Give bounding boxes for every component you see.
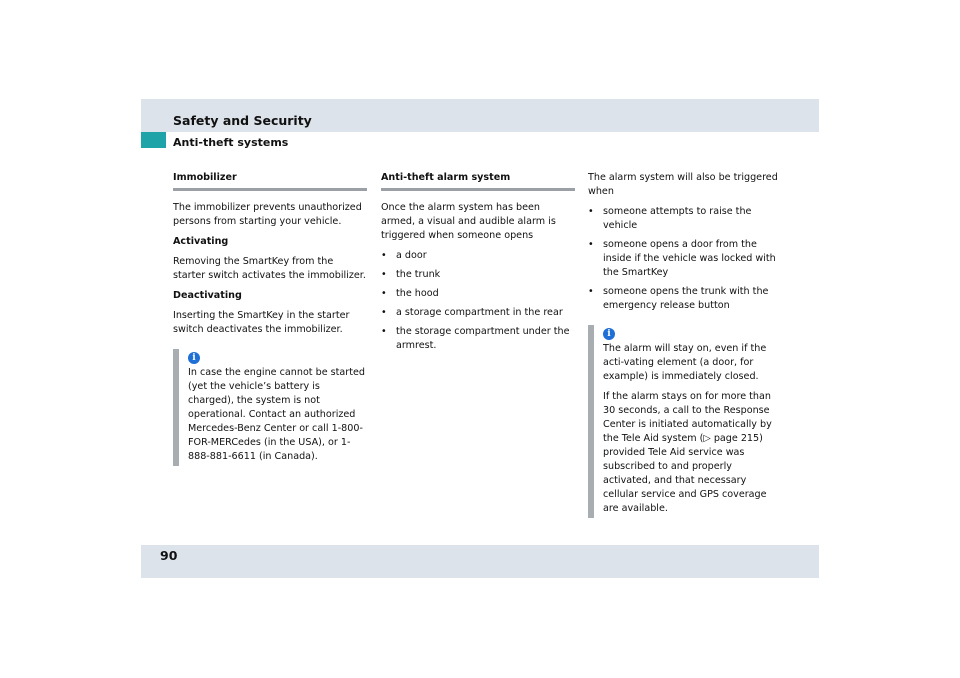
column-alarm [381,171,575,358]
alarm-note-text-1: The alarm will stay on, even if the acti-vating element (a door, for example) is immediately closed. [603,343,767,382]
sub-title: Anti-theft systems [173,136,289,149]
alarm-intro: Once the alarm system has been armed, a visual and audible alarm is triggered when someone opens [381,202,556,241]
heading-immobilizer: Immobilizer [173,171,367,191]
list-item: • a storage compartment in the rear [381,306,575,320]
immobilizer-note [173,349,367,466]
deactivating-label: Deactivating [173,290,242,301]
alarm-continued-intro: The alarm system will also be triggered when [588,172,778,197]
info-icon: i [188,352,200,364]
alarm-note-text-2: If the alarm stays on for more than 30 seconds, a call to the Response Center is initiated automatically by the Tele Aid system (▷ page 215) provided Tele Aid service was subscribed to and properly activated, and that necessary cellular service and GPS coverage are available. [603,391,772,514]
immobilizer-note-text: In case the engine cannot be started (yet the vehicle’s battery is charged), the system is not operational. Contact an authorized Mercedes-Benz Center or call 1-800-FOR-MERCedes (in the USA), or 1-888-881-6611 (in Canada). [188,367,366,462]
alarm-trigger-list-2 [588,205,782,313]
page-number: 90 [160,548,178,563]
list-item: • the trunk [381,268,575,282]
deactivating-text: Inserting the SmartKey in the starter switch deactivates the immobilizer. [173,310,350,335]
list-item: • the hood [381,287,575,301]
list-item: • someone attempts to raise the vehicle [588,205,782,233]
list-item: • a door [381,249,575,263]
immobilizer-intro: The immobilizer prevents unauthorized persons from starting your vehicle. [173,202,362,227]
column-immobilizer [173,171,367,466]
list-item: • someone opens a door from the inside if the vehicle was locked with the SmartKey [588,238,782,280]
section-title: Safety and Security [173,113,312,128]
info-icon: i [603,328,615,340]
heading-alarm: Anti-theft alarm system [381,171,575,191]
footer-band [141,545,819,578]
column-alarm-continued [588,171,782,518]
activating-label: Activating [173,236,229,247]
list-item: • someone opens the trunk with the emergency release button [588,285,782,313]
accent-tab [141,132,166,148]
alarm-trigger-list [381,249,575,353]
activating-text: Removing the SmartKey from the starter switch activates the immobilizer. [173,256,366,281]
alarm-note [588,325,782,518]
list-item: • the storage compartment under the armrest. [381,325,575,353]
